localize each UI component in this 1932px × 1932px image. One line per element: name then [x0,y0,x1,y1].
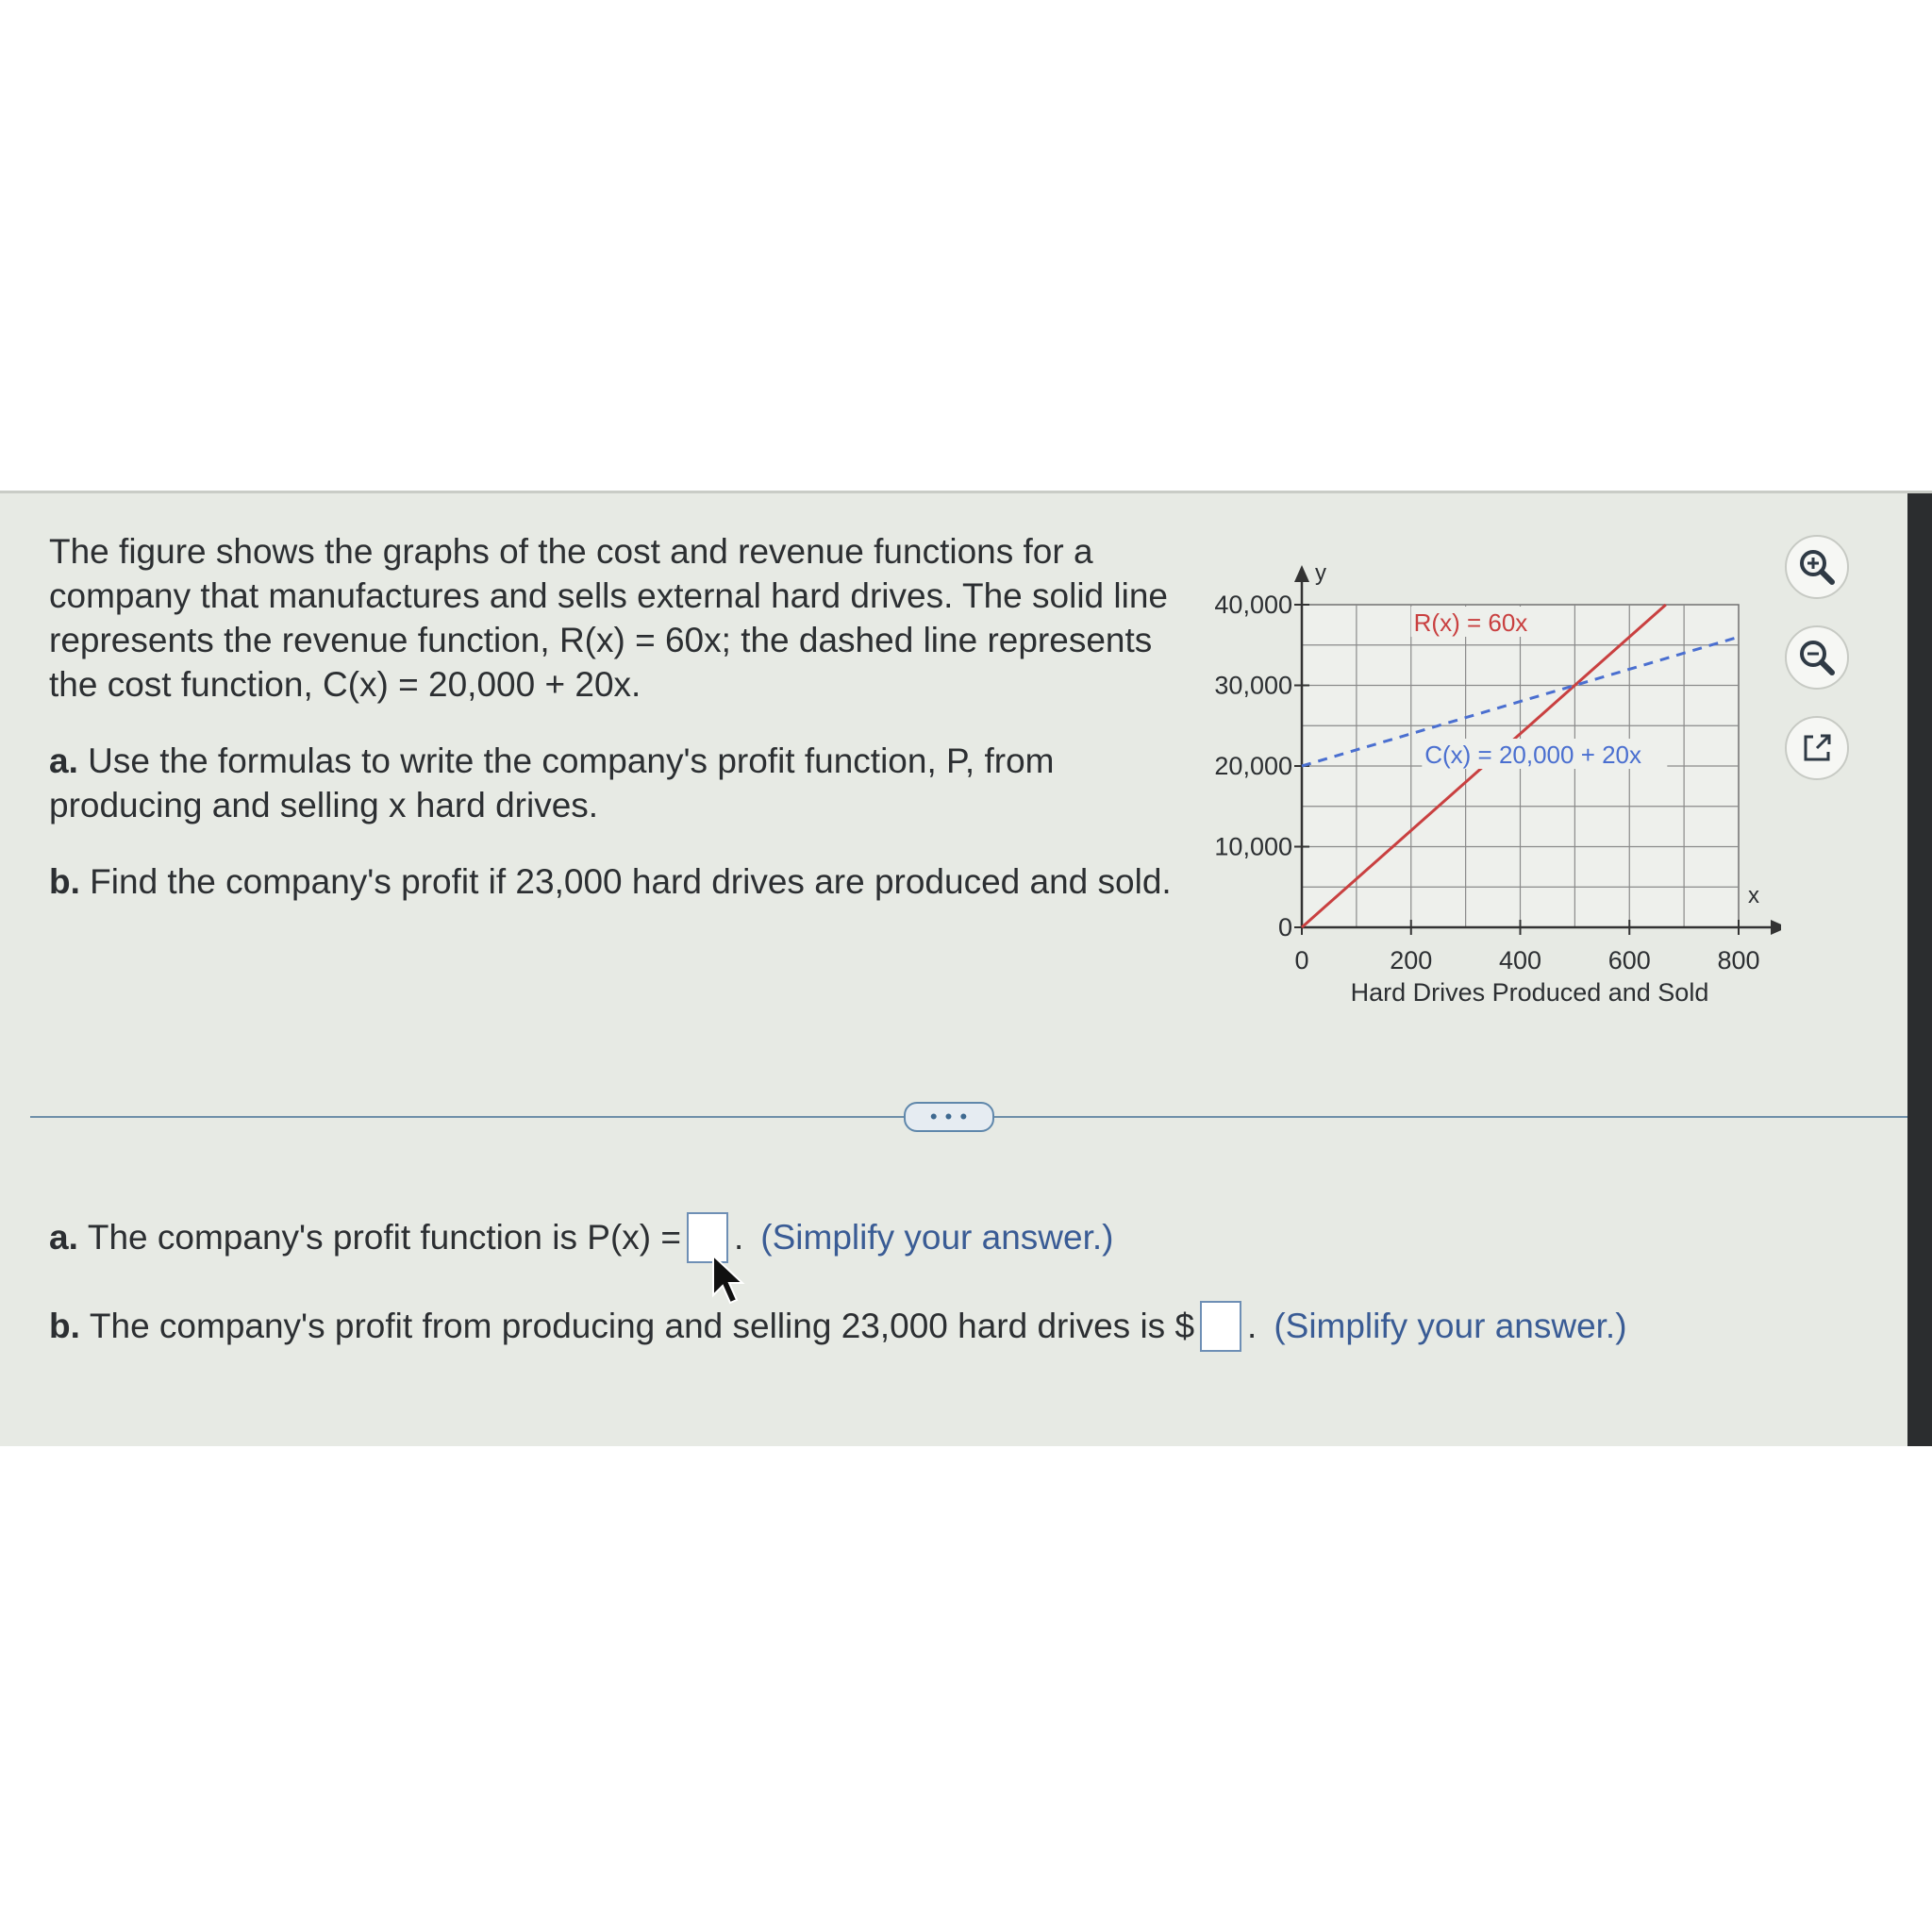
y-tick-label: 20,000 [1214,752,1292,780]
chart-svg [1196,531,1781,1059]
question-text [49,529,1200,936]
y-tick-label: 0 [1277,913,1292,941]
y-axis-label: y [1315,560,1326,586]
x-tick-label: 600 [1607,946,1651,974]
part-a-letter: a. [49,741,78,780]
y-tick-label: 30,000 [1214,671,1292,700]
answer-a-letter: a. [49,1218,78,1257]
question-part-a [49,739,1200,827]
y-axis-arrow-icon [1294,565,1309,582]
x-axis-title: Hard Drives Produced and Sold [1350,978,1709,1007]
zoom-out-button[interactable] [1785,625,1849,690]
x-tick-label: 200 [1390,946,1433,974]
part-a-text: Use the formulas to write the company's profit function, P, from producing and selling x hard drives. [49,741,1055,824]
answer-b-hint: (Simplify your answer.) [1274,1307,1627,1345]
question-part-b [49,859,1200,904]
y-tick-label: 10,000 [1214,832,1292,861]
y-tick-label: 40,000 [1214,591,1292,619]
cost-series-label: C(x) = 20,000 + 20x [1424,741,1642,769]
zoom-in-icon [1796,546,1838,588]
answer-a-row: a. The company's profit function is P(x) = . (Simplify your answer.) [49,1212,1114,1263]
answer-b-row: b. The company's profit from producing and selling 23,000 hard drives is $ . (Simplify your answer.) [49,1301,1627,1352]
popout-button[interactable] [1785,716,1849,780]
x-tick-label: 0 [1294,946,1309,974]
answer-a-text: The company's profit function is P(x) = [87,1218,681,1257]
part-b-text: Find the company's profit if 23,000 hard drives are produced and sold. [90,862,1172,901]
answer-b-letter: b. [49,1307,80,1345]
answer-a-hint: (Simplify your answer.) [760,1218,1114,1257]
figure-tools [1785,535,1860,807]
x-tick-label: 800 [1717,946,1760,974]
mouse-cursor-icon [709,1254,747,1307]
question-panel [0,491,1932,1446]
zoom-in-button[interactable] [1785,535,1849,599]
part-b-letter: b. [49,862,80,901]
revenue-series-label: R(x) = 60x [1413,608,1528,637]
answer-b-text: The company's profit from producing and selling 23,000 hard drives is $ [89,1307,1195,1345]
answer-b-input[interactable] [1200,1301,1241,1352]
expand-more-button[interactable]: • • • [904,1102,994,1132]
x-axis-arrow-icon [1771,920,1781,935]
x-axis-label: x [1748,883,1759,908]
external-link-icon [1798,729,1836,767]
cost-revenue-chart [1196,531,1781,1059]
question-intro: The figure shows the graphs of the cost and revenue functions for a company that manufactures and sells external hard drives. The solid line represents the revenue function, R(x) = 60x; the dashed line represents the cost function, C(x) = 20,000 + 20x. [49,532,1169,704]
zoom-out-icon [1796,637,1838,678]
x-tick-label: 400 [1498,946,1542,974]
